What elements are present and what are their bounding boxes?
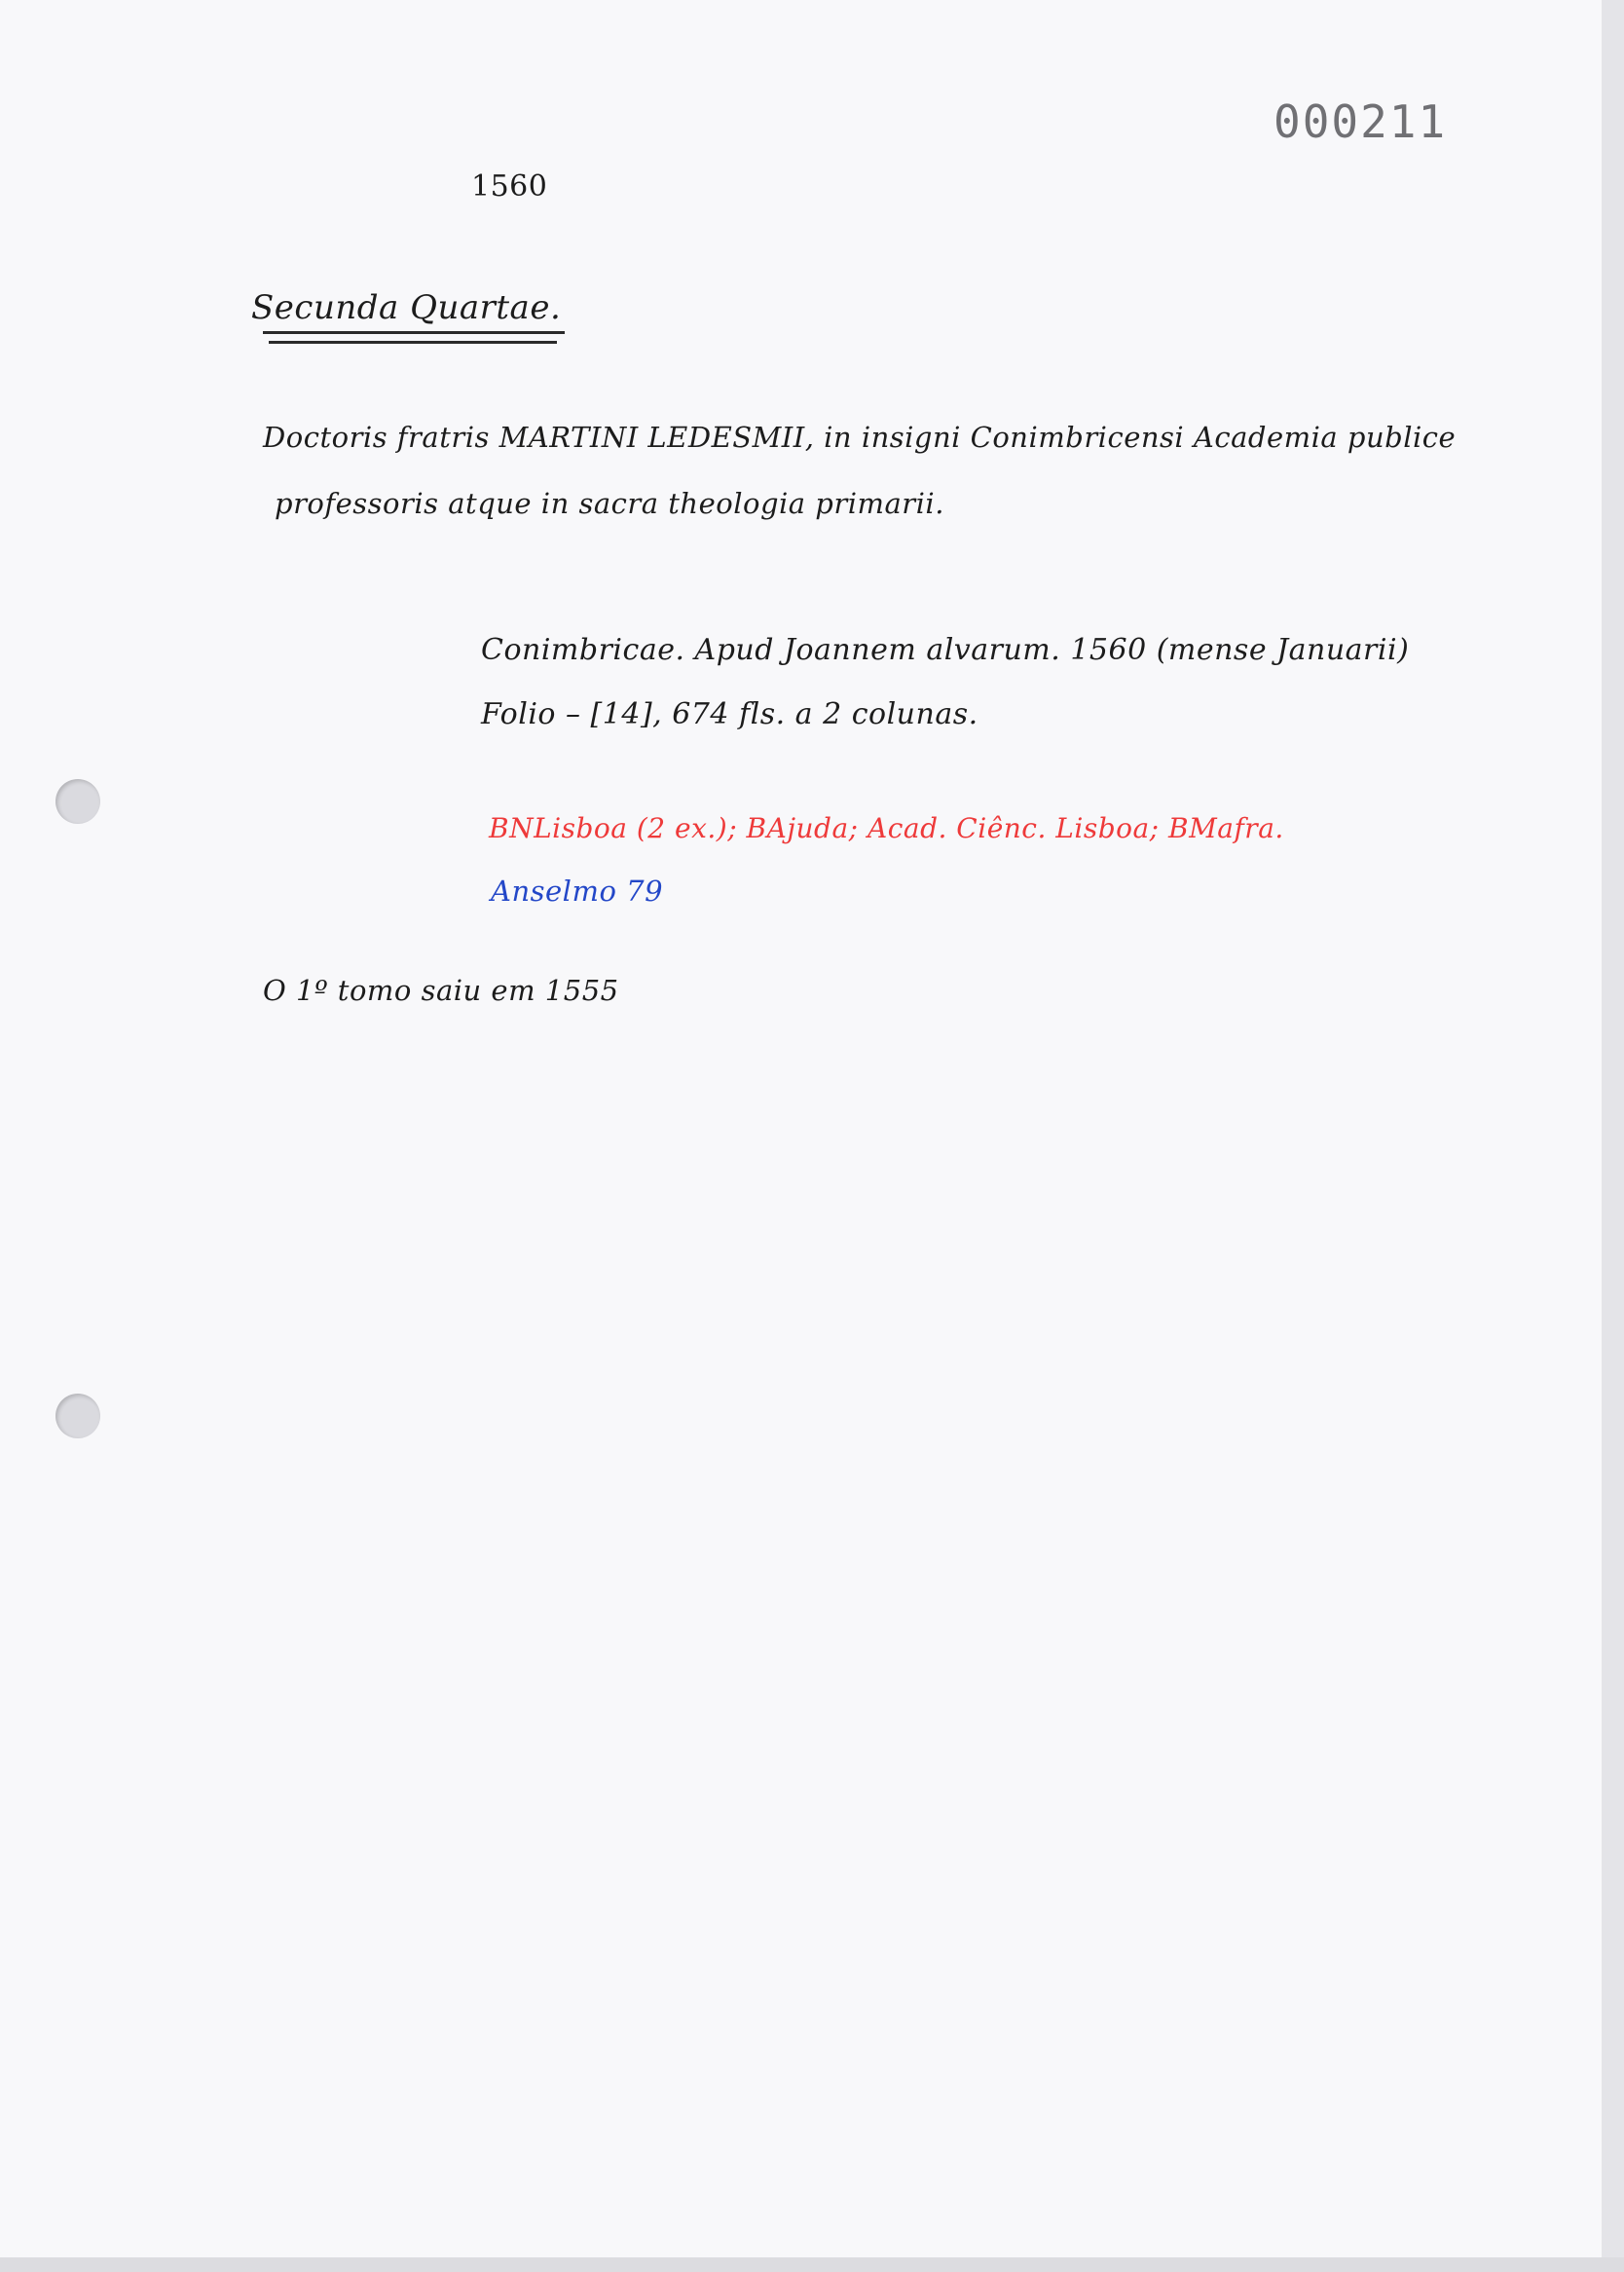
scan-bottom-edge <box>0 2257 1624 2272</box>
imprint-line-1: Conimbricae. Apud Joannem alvarum. 1560 (mense Januarii) <box>481 633 1410 667</box>
title-line-1: Doctoris fratris MARTINI LEDESMII, in insigni Conimbricensi Academia publice <box>263 421 1457 454</box>
section-heading: Secunda Quartae. <box>251 288 562 327</box>
scan-right-edge <box>1602 0 1624 2272</box>
stamp-number: 000211 <box>1273 95 1448 148</box>
heading-underline <box>263 331 565 334</box>
year: 1560 <box>471 169 548 204</box>
punch-hole-lower <box>55 1394 100 1438</box>
bibliographic-reference: Anselmo 79 <box>491 875 664 908</box>
title-line-2: professoris atque in sacra theologia primarii. <box>275 487 944 520</box>
heading-underline-double <box>269 341 557 344</box>
volume-note: O 1º tomo saiu em 1555 <box>263 974 619 1007</box>
imprint-line-2: Folio – [14], 674 fls. a 2 colunas. <box>481 697 978 731</box>
library-holdings: BNLisboa (2 ex.); BAjuda; Acad. Ciênc. Lisboa; BMafra. <box>489 812 1284 844</box>
punch-hole-upper <box>55 779 100 824</box>
